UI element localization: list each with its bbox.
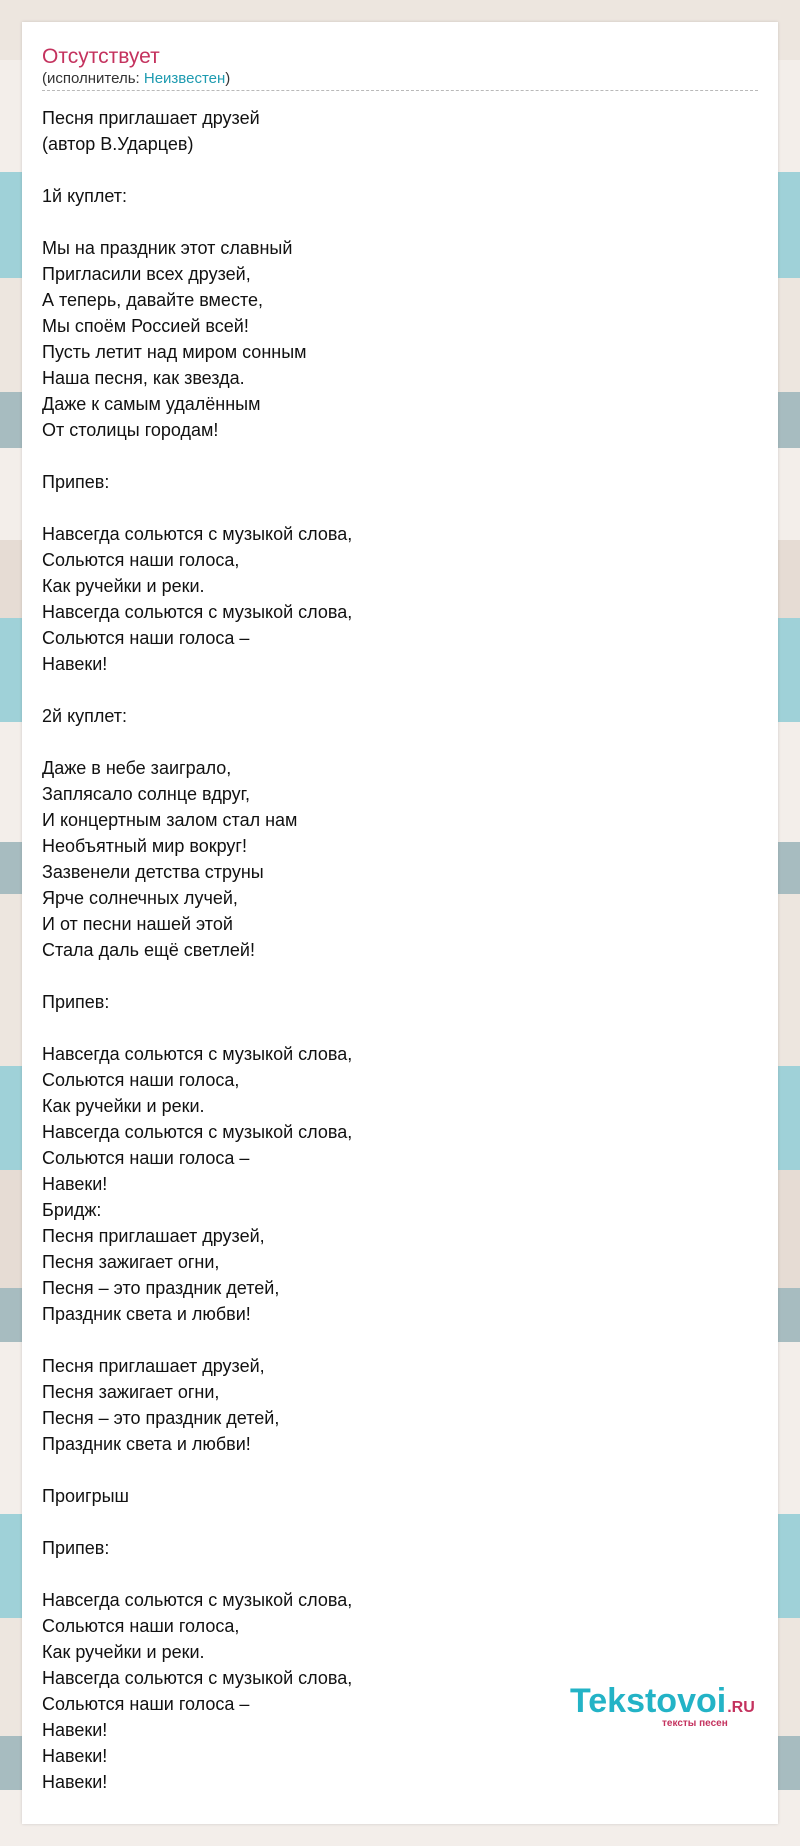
- lyrics-text: Песня приглашает друзей (автор В.Ударцев) 1й куплет: Мы на праздник этот славный Пригласили всех друзей, А теперь, давайте вместе, Мы споём Россией всей! Пусть летит над миром сонным Наша песня, как звезда. Даже к самым удалённым От столицы городам! Припев: Навсегда сольются с музыкой слова, Сольются наши голоса, Как ручейки и реки. Навсегда сольются с музыкой слова, Сольются наши голоса – Навеки! 2й куплет: Даже в небе заиграло, Заплясало солнце вдруг, И концертным залом стал нам Необъятный мир вокруг! Зазвенели детства струны Ярче солнечных лучей, И от песни нашей этой Стала даль ещё светлей! Припев: Навсегда сольются с музыкой слова, Сольются наши голоса, Как ручейки и реки. Навсегда сольются с музыкой слова, Сольются наши голоса – Навеки! Бридж: Песня приглашает друзей, Песня зажигает огни, Песня – это праздник детей, Праздник света и любви! Песня приглашает друзей, Песня зажигает огни, Песня – это праздник детей, Праздник света и любви! Проигрыш Припев: Навсегда сольются с музыкой слова, Сольются наши голоса, Как ручейки и реки. Навсегда сольются с музыкой слова, Сольются наши голоса – Навеки! Навеки! Навеки!: [42, 108, 353, 1792]
- logo-subtitle: тексты песен: [662, 1718, 728, 1729]
- song-header: [42, 44, 758, 91]
- artist-prefix: (исполнитель:: [42, 70, 144, 87]
- song-title: Отсутствует: [42, 45, 160, 68]
- logo-main-text: Tekstovoi: [570, 1682, 727, 1720]
- artist-line: [42, 70, 758, 88]
- lyrics-card: [22, 22, 778, 1824]
- artist-suffix: ): [225, 70, 231, 87]
- site-logo[interactable]: [570, 1682, 782, 1752]
- artist-link[interactable]: Неизвестен: [143, 70, 226, 87]
- logo-ru-text: .RU: [727, 1699, 755, 1716]
